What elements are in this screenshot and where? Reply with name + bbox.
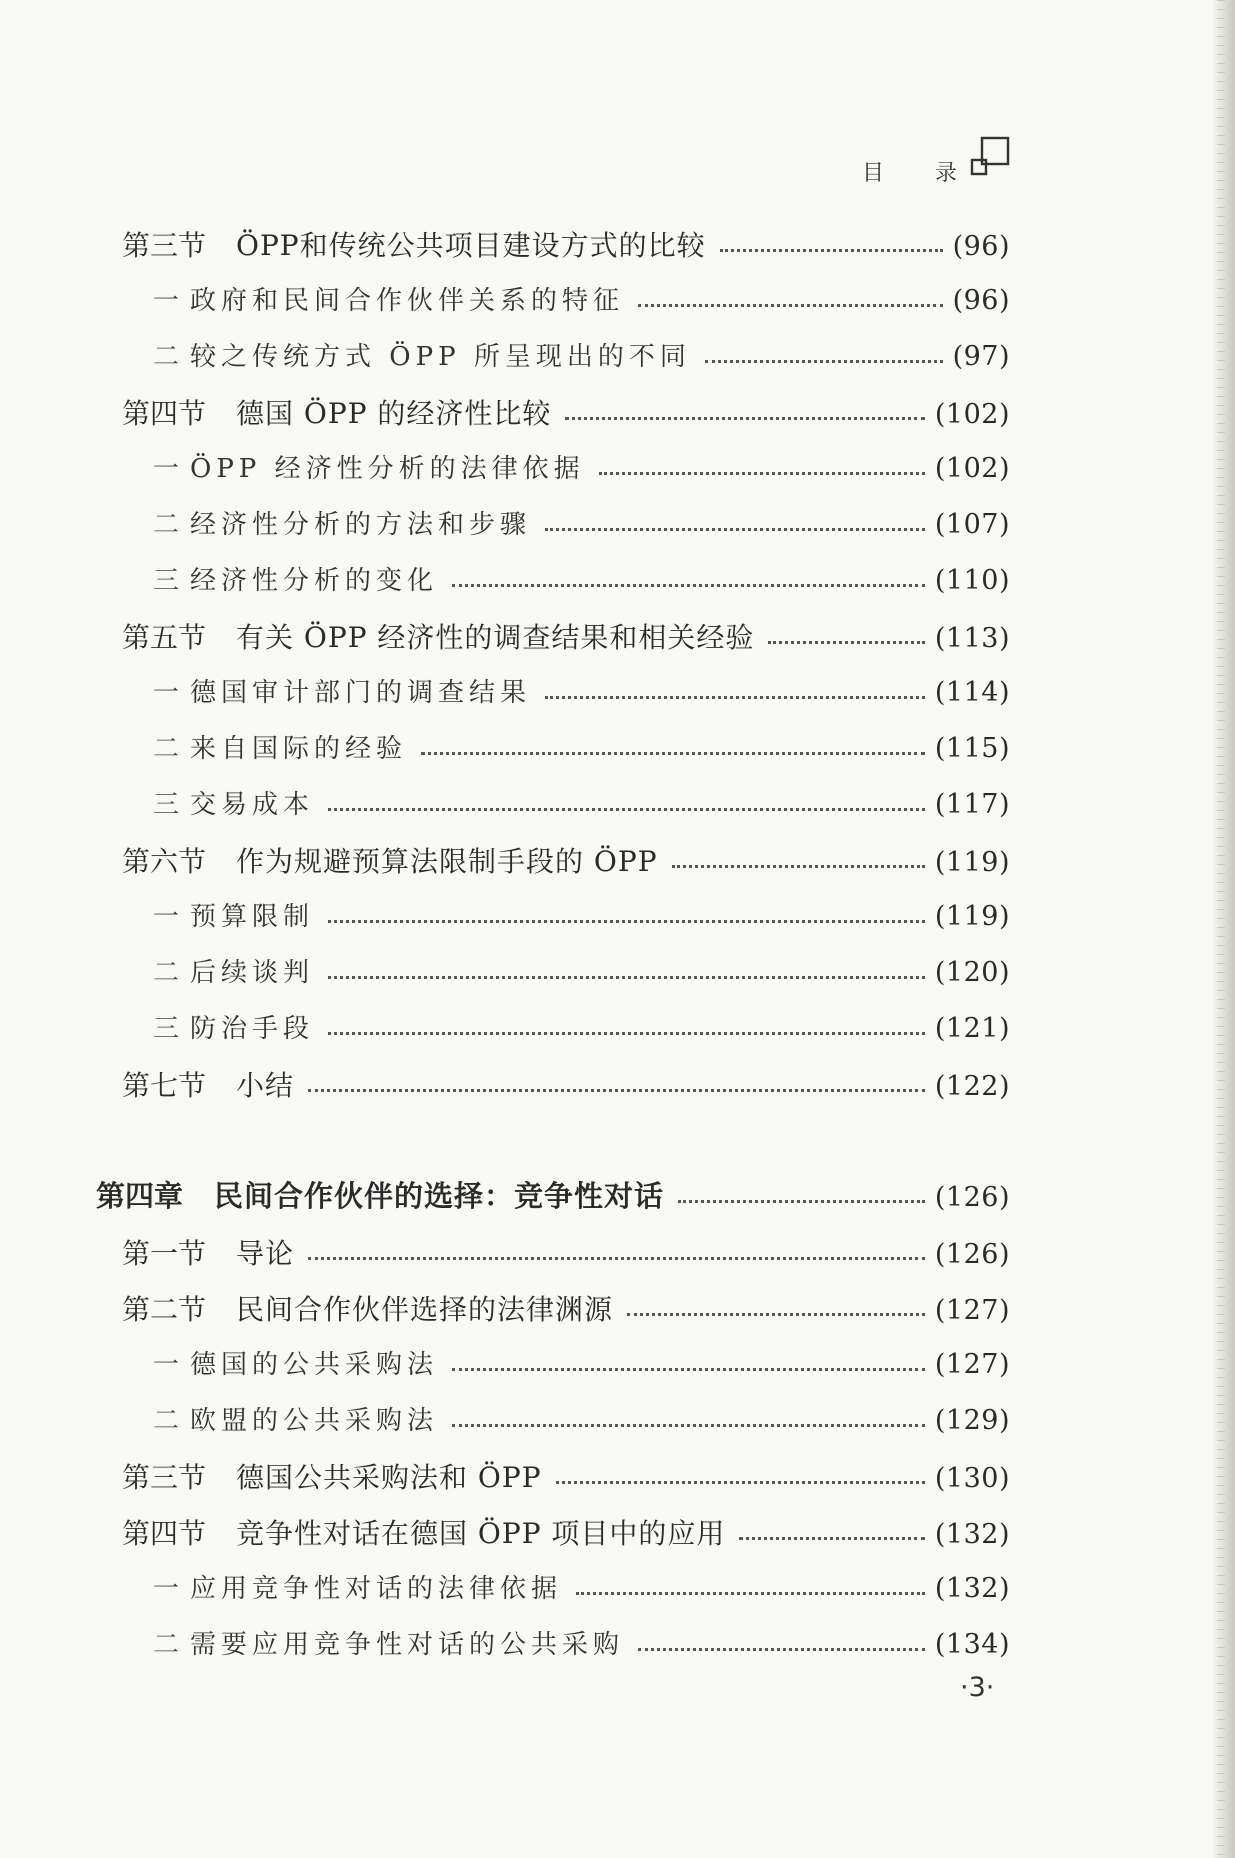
- page-edge-lines: [1217, 0, 1225, 1858]
- toc-leader: [545, 695, 925, 699]
- toc-page: (107): [934, 509, 1010, 540]
- running-head-left: 目: [862, 161, 886, 186]
- toc-entry[interactable]: [122, 616, 1010, 656]
- toc-label: 第二节: [122, 1293, 207, 1326]
- toc-entry[interactable]: [142, 336, 1010, 373]
- toc-page: (119): [934, 847, 1010, 878]
- toc-leader: [739, 1536, 924, 1540]
- toc-leader: [565, 416, 924, 420]
- toc-label: 三: [152, 790, 179, 820]
- toc-title: 经济性分析的变化: [190, 566, 439, 596]
- toc-label: 第四节: [122, 397, 207, 430]
- toc-page: (132): [934, 1519, 1010, 1550]
- toc-label: 一: [152, 454, 179, 484]
- toc-entry[interactable]: [122, 1064, 1010, 1104]
- toc-label: 第七节: [122, 1069, 207, 1102]
- toc-leader: [452, 583, 925, 587]
- toc-label: 第三节: [122, 1461, 207, 1494]
- toc-page: (96): [952, 285, 1010, 316]
- toc-page: (117): [934, 789, 1010, 820]
- toc-label: 第六节: [122, 845, 207, 878]
- toc-leader: [452, 1367, 925, 1371]
- toc-label: 第三节: [122, 229, 207, 262]
- toc-entry[interactable]: [142, 672, 1010, 709]
- toc-leader: [627, 1312, 925, 1316]
- toc-chapter-entry[interactable]: [96, 1174, 1010, 1215]
- toc-entry[interactable]: [122, 1232, 1010, 1272]
- toc-entry[interactable]: [142, 1568, 1010, 1605]
- toc-label: 第一节: [122, 1237, 207, 1270]
- toc-title: 政府和民间合作伙伴关系的特征: [190, 286, 625, 316]
- toc-title: 来自国际的经验: [190, 734, 408, 764]
- toc-page: (130): [934, 1463, 1010, 1494]
- toc-title: 应用竞争性对话的法律依据: [190, 1574, 563, 1604]
- toc-entry[interactable]: [142, 1400, 1010, 1437]
- toc-label: 二: [152, 1630, 179, 1660]
- toc-page: (126): [934, 1182, 1010, 1213]
- toc-page: (102): [934, 453, 1010, 484]
- running-head: [862, 156, 958, 187]
- toc-title: 导论: [236, 1237, 295, 1270]
- toc-title: 后续谈判: [190, 958, 315, 988]
- toc-title: 有关 ÖPP 经济性的调查结果和相关经验: [236, 621, 755, 654]
- toc-title: 经济性分析的方法和步骤: [190, 510, 532, 540]
- toc-leader: [705, 359, 943, 363]
- toc-leader: [545, 527, 925, 531]
- toc-leader: [638, 303, 943, 307]
- toc-entry[interactable]: [142, 504, 1010, 541]
- toc-label: 一: [152, 902, 179, 932]
- toc-label: 一: [152, 1574, 179, 1604]
- toc-label: 第四节: [122, 1517, 207, 1550]
- toc-page: (120): [934, 957, 1010, 988]
- toc-title: 预算限制: [190, 902, 315, 932]
- toc-page: (110): [934, 565, 1010, 596]
- toc-page: (102): [934, 399, 1010, 430]
- toc-page: (127): [934, 1349, 1010, 1380]
- toc-label: 一: [152, 678, 179, 708]
- toc-leader: [308, 1256, 925, 1260]
- toc-label: 二: [152, 958, 179, 988]
- toc-title: 民间合作伙伴的选择：竞争性对话: [214, 1179, 665, 1213]
- toc-entry[interactable]: [122, 224, 1010, 264]
- toc-page: (132): [934, 1573, 1010, 1604]
- toc-leader: [328, 807, 925, 811]
- toc-entry[interactable]: [122, 1288, 1010, 1328]
- toc-title: 欧盟的公共采购法: [190, 1406, 439, 1436]
- toc-page: (96): [952, 231, 1010, 262]
- toc-leader: [768, 640, 924, 644]
- toc-title: 德国公共采购法和 ÖPP: [236, 1461, 542, 1494]
- toc-entry[interactable]: [142, 952, 1010, 989]
- toc-label: 第五节: [122, 621, 207, 654]
- toc-label: 三: [152, 566, 179, 596]
- toc-page: (129): [934, 1405, 1010, 1436]
- toc-page: (115): [934, 733, 1010, 764]
- toc-entry[interactable]: [142, 560, 1010, 597]
- toc-label: 二: [152, 342, 179, 372]
- toc-entry[interactable]: [142, 1008, 1010, 1045]
- toc-title: 交易成本: [190, 790, 315, 820]
- corner-squares-icon: [968, 136, 1012, 180]
- toc-title: 防治手段: [190, 1014, 315, 1044]
- toc-entry[interactable]: [142, 784, 1010, 821]
- toc-page: (121): [934, 1013, 1010, 1044]
- toc-leader: [672, 864, 925, 868]
- toc-page: (134): [934, 1629, 1010, 1660]
- toc-title: 较之传统方式 ÖPP 所呈现出的不同: [190, 342, 691, 372]
- toc-label: 二: [152, 1406, 179, 1436]
- toc-title: ÖPP 经济性分析的法律依据: [190, 454, 585, 484]
- toc-label: 第四章: [96, 1179, 184, 1213]
- toc-entry[interactable]: [142, 280, 1010, 317]
- toc-leader: [452, 1423, 925, 1427]
- toc-entry[interactable]: [142, 1624, 1010, 1661]
- toc-leader: [421, 751, 925, 755]
- toc-label: 三: [152, 1014, 179, 1044]
- toc-label: 二: [152, 734, 179, 764]
- toc-leader: [638, 1647, 925, 1651]
- toc-entry[interactable]: [142, 1344, 1010, 1381]
- toc-label: 二: [152, 510, 179, 540]
- toc-title: 竞争性对话在德国 ÖPP 项目中的应用: [236, 1517, 726, 1550]
- toc-leader: [328, 1031, 925, 1035]
- toc-page: (113): [934, 623, 1010, 654]
- toc-entry[interactable]: [122, 840, 1010, 880]
- toc-label: 一: [152, 1350, 179, 1380]
- toc-leader: [599, 471, 925, 475]
- toc-title: 民间合作伙伴选择的法律渊源: [236, 1293, 614, 1326]
- toc-title: 作为规避预算法限制手段的 ÖPP: [236, 845, 658, 878]
- page-number: ·3·: [960, 1672, 995, 1703]
- toc-entry[interactable]: [122, 1512, 1010, 1552]
- toc-leader: [678, 1199, 925, 1203]
- toc-title: 小结: [236, 1069, 295, 1102]
- toc-label: 一: [152, 286, 179, 316]
- toc-title: 德国审计部门的调查结果: [190, 678, 532, 708]
- toc-leader: [328, 975, 925, 979]
- toc-leader: [328, 919, 925, 923]
- toc-page: (126): [934, 1239, 1010, 1270]
- toc-entry[interactable]: [142, 896, 1010, 933]
- toc-leader: [556, 1480, 925, 1484]
- toc-page: (127): [934, 1295, 1010, 1326]
- toc-entry[interactable]: [122, 1456, 1010, 1496]
- toc-entry[interactable]: [122, 392, 1010, 432]
- toc-leader: [308, 1088, 925, 1092]
- toc-leader: [720, 248, 943, 252]
- toc-entry[interactable]: [142, 448, 1010, 485]
- running-head-right: 录: [935, 161, 959, 186]
- toc-page: (114): [934, 677, 1010, 708]
- toc-title: 德国的公共采购法: [190, 1350, 439, 1380]
- toc-title: ÖPP和传统公共项目建设方式的比较: [236, 229, 706, 262]
- toc-leader: [576, 1591, 925, 1595]
- toc-title: 需要应用竞争性对话的公共采购: [190, 1630, 625, 1660]
- toc-entry[interactable]: [142, 728, 1010, 765]
- toc-title: 德国 ÖPP 的经济性比较: [236, 397, 552, 430]
- toc-page: (119): [934, 901, 1010, 932]
- toc-page: (97): [952, 341, 1010, 372]
- toc-page: (122): [934, 1071, 1010, 1102]
